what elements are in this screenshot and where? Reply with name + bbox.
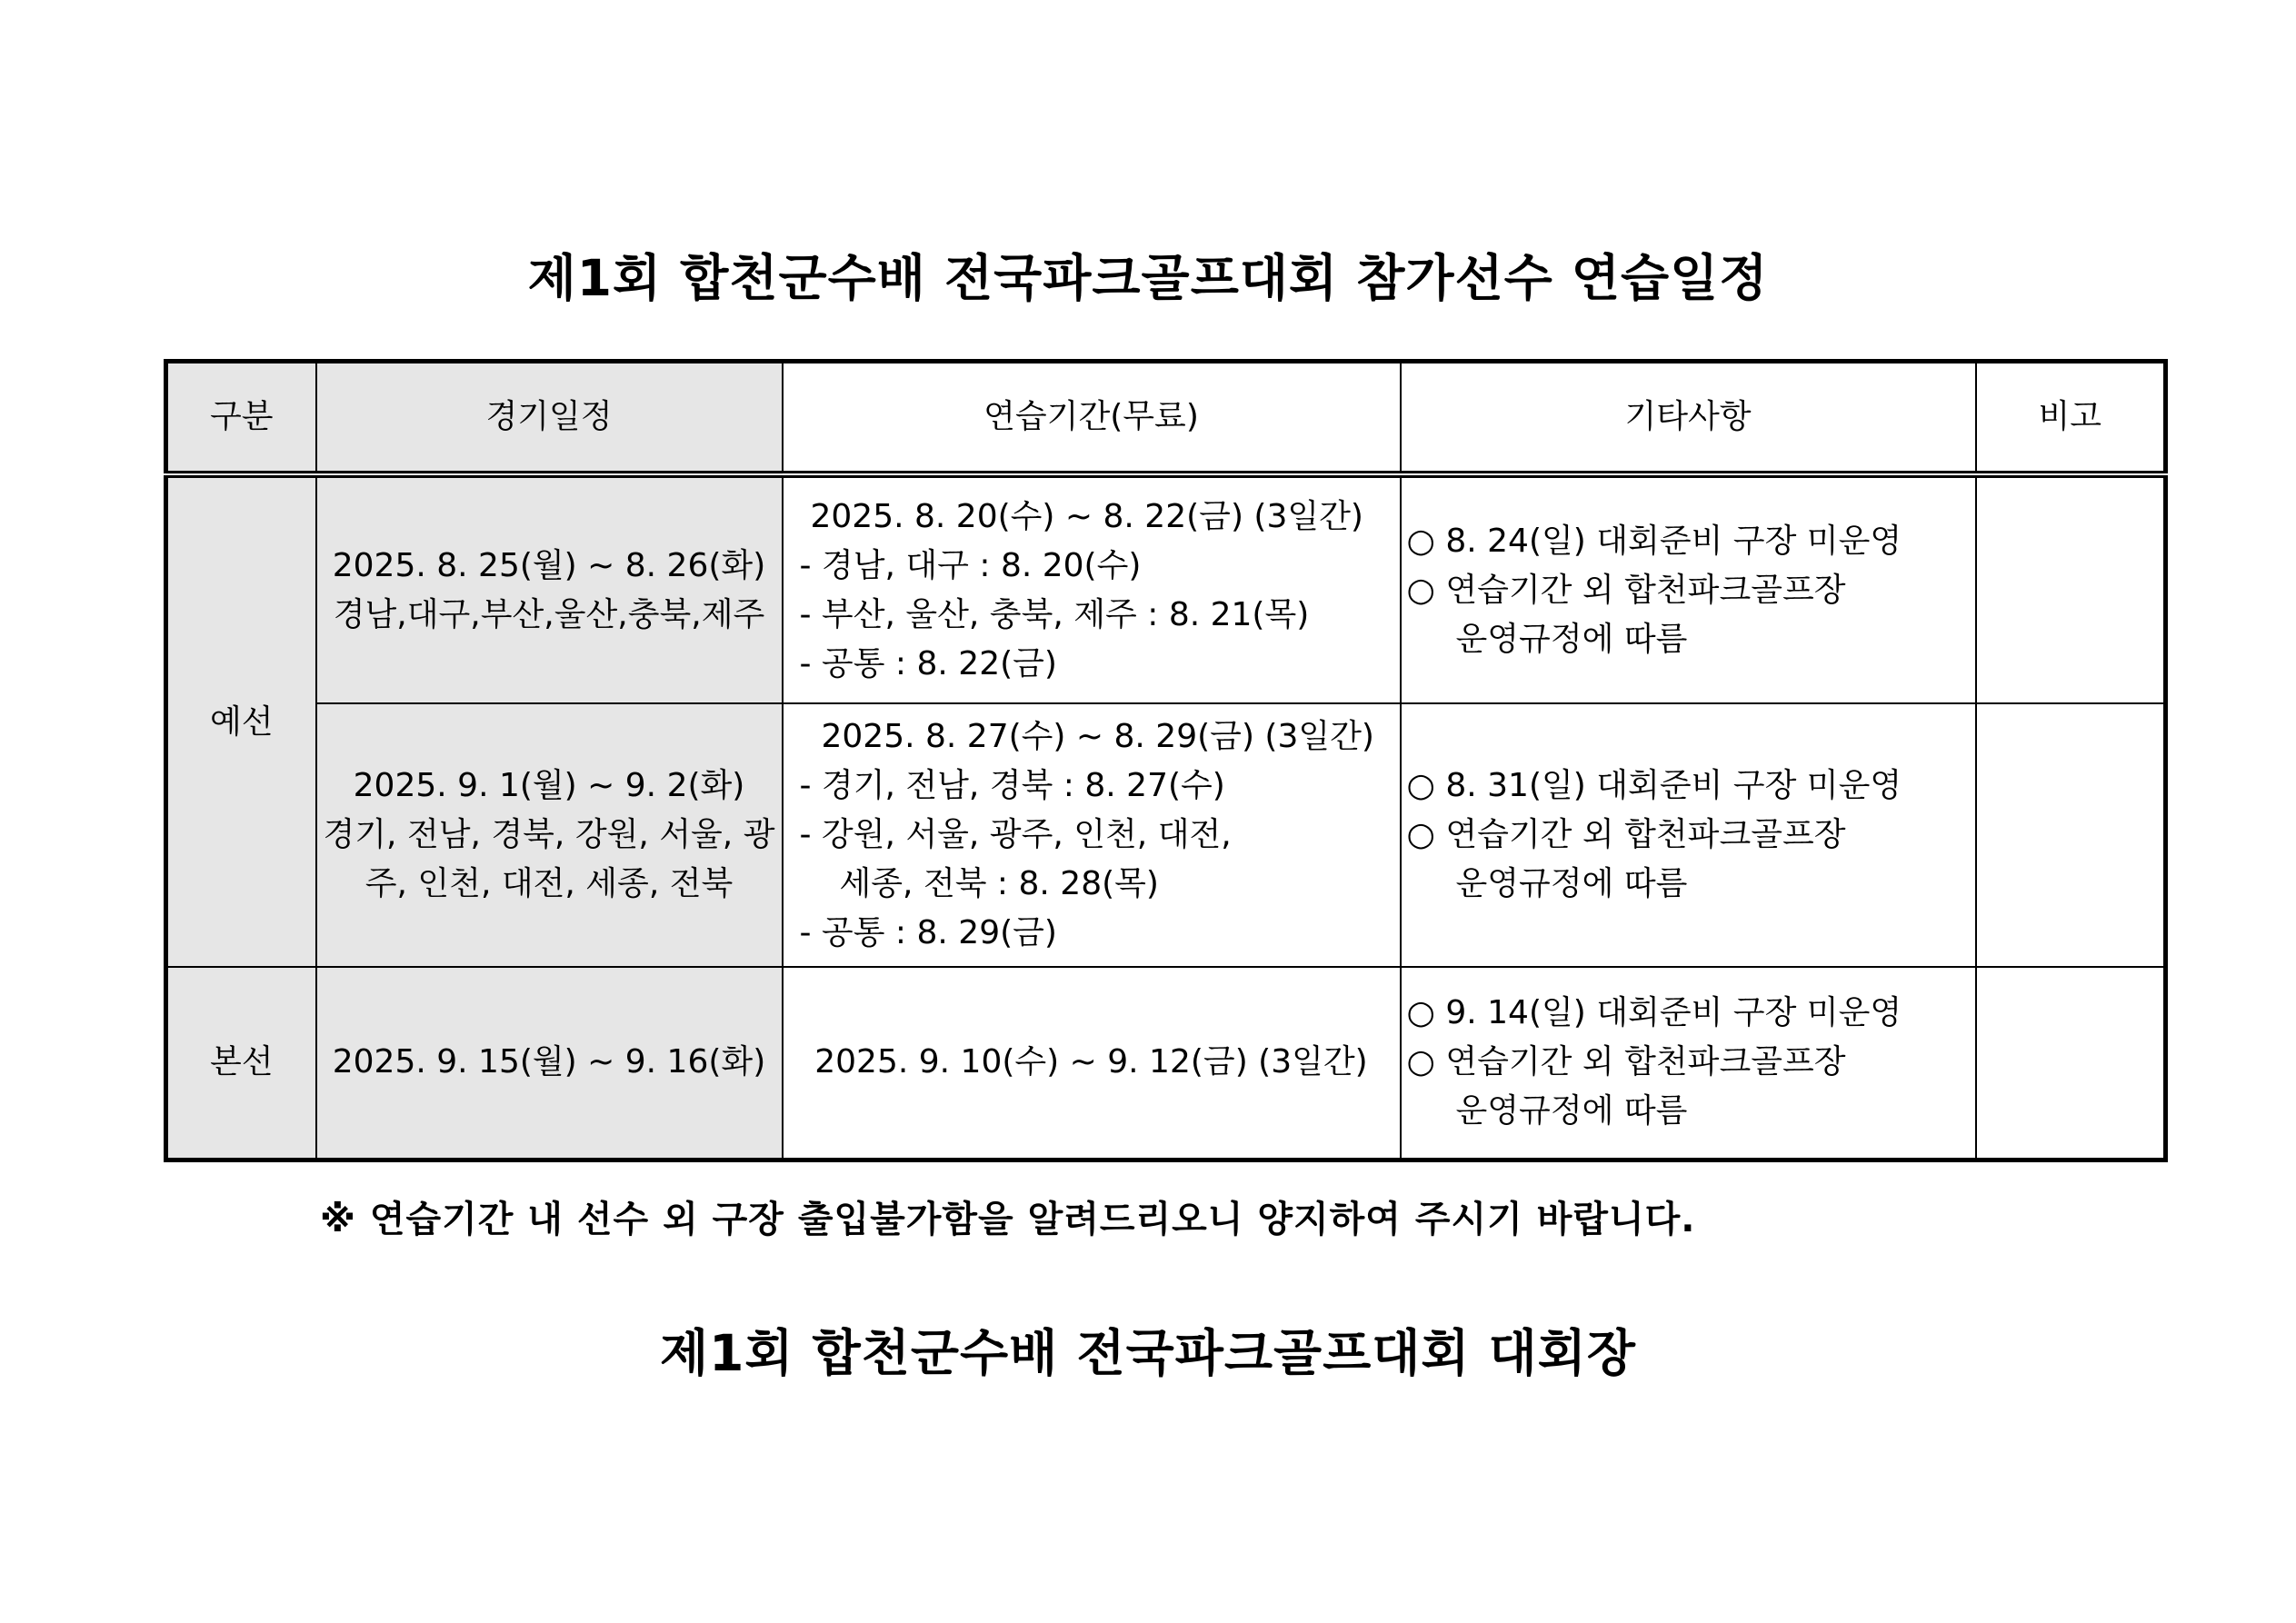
organizer-signature: 제1회 합천군수배 전국파크골프대회 대회장 [659,1324,1637,1382]
note-line: ○ 9. 14(일) 대회준비 구장 미운영 [1406,994,1902,1032]
table-row [166,474,2166,703]
category-cell-final: 본선 [166,967,316,1160]
note-line: 운영규정에 따름 [1455,865,1688,902]
table-row [166,703,2166,967]
remarks-cell [1976,967,2166,1160]
game-schedule-cell [316,703,783,967]
note-line: ○ 8. 31(일) 대회준비 구장 미운영 [1406,767,1902,804]
note-line: ○ 연습기간 외 합천파크골프장 [1406,571,1846,609]
practice-line: - 공통 : 8. 22(금) [799,644,1057,682]
note-line: ○ 연습기간 외 합천파크골프장 [1406,1043,1846,1081]
schedule-line: 경남,대구,부산,울산,충북,제주 [333,595,765,633]
remarks-cell [1976,703,2166,967]
game-schedule-cell [316,967,783,1160]
notice-text: ※ 연습기간 내 선수 외 구장 출입불가함을 알려드리오니 양지하여 주시기 바랍니다. [320,1199,1696,1240]
practice-line: - 경남, 대구 : 8. 20(수) [799,546,1142,584]
document-title: 제1회 합천군수배 전국파크골프대회 참가선수 연습일정 [527,249,1769,307]
note-line: 운영규정에 따름 [1455,1092,1688,1130]
practice-line: - 공통 : 8. 29(금) [799,914,1057,951]
note-line: 운영규정에 따름 [1455,620,1688,658]
practice-line: 2025. 8. 27(수) ~ 8. 29(금) (3일간) [821,718,1374,755]
practice-period-cell [783,967,1401,1160]
schedule-line: 2025. 9. 15(월) ~ 9. 16(화) [332,1043,766,1081]
note-line: ○ 8. 24(일) 대회준비 구장 미운영 [1406,522,1902,560]
practice-line: - 경기, 전남, 경북 : 8. 27(수) [799,767,1225,804]
remarks-cell [1976,474,2166,703]
table-row [166,967,2166,1160]
header-practice-period: 연습기간(무료) [783,362,1401,475]
practice-line: 세종, 전북 : 8. 28(목) [839,865,1159,902]
practice-schedule-table [164,359,2168,1162]
header-remarks: 비고 [1976,362,2166,475]
game-schedule-cell [316,474,783,703]
note-line: ○ 연습기간 외 합천파크골프장 [1406,816,1846,853]
header-other-notes: 기타사항 [1401,362,1976,475]
schedule-line: 주, 인천, 대전, 세종, 전북 [364,865,734,902]
schedule-line: 경기, 전남, 경북, 강원, 서울, 광 [323,816,775,853]
practice-line: 2025. 9. 10(수) ~ 9. 12(금) (3일간) [814,1043,1368,1081]
table-header-row [166,362,2166,475]
other-notes-cell [1401,967,1976,1160]
header-category: 구분 [166,362,316,475]
practice-line: 2025. 8. 20(수) ~ 8. 22(금) (3일간) [810,497,1363,535]
other-notes-cell [1401,703,1976,967]
other-notes-cell [1401,474,1976,703]
practice-period-cell [783,703,1401,967]
category-cell-preliminary: 예선 [166,474,316,967]
header-game-schedule: 경기일정 [316,362,783,475]
schedule-line: 2025. 9. 1(월) ~ 9. 2(화) [353,767,745,804]
practice-period-cell [783,474,1401,703]
schedule-line: 2025. 8. 25(월) ~ 8. 26(화) [332,546,766,584]
practice-line: - 부산, 울산, 충북, 제주 : 8. 21(목) [799,595,1310,633]
practice-line: - 강원, 서울, 광주, 인천, 대전, [799,816,1232,853]
